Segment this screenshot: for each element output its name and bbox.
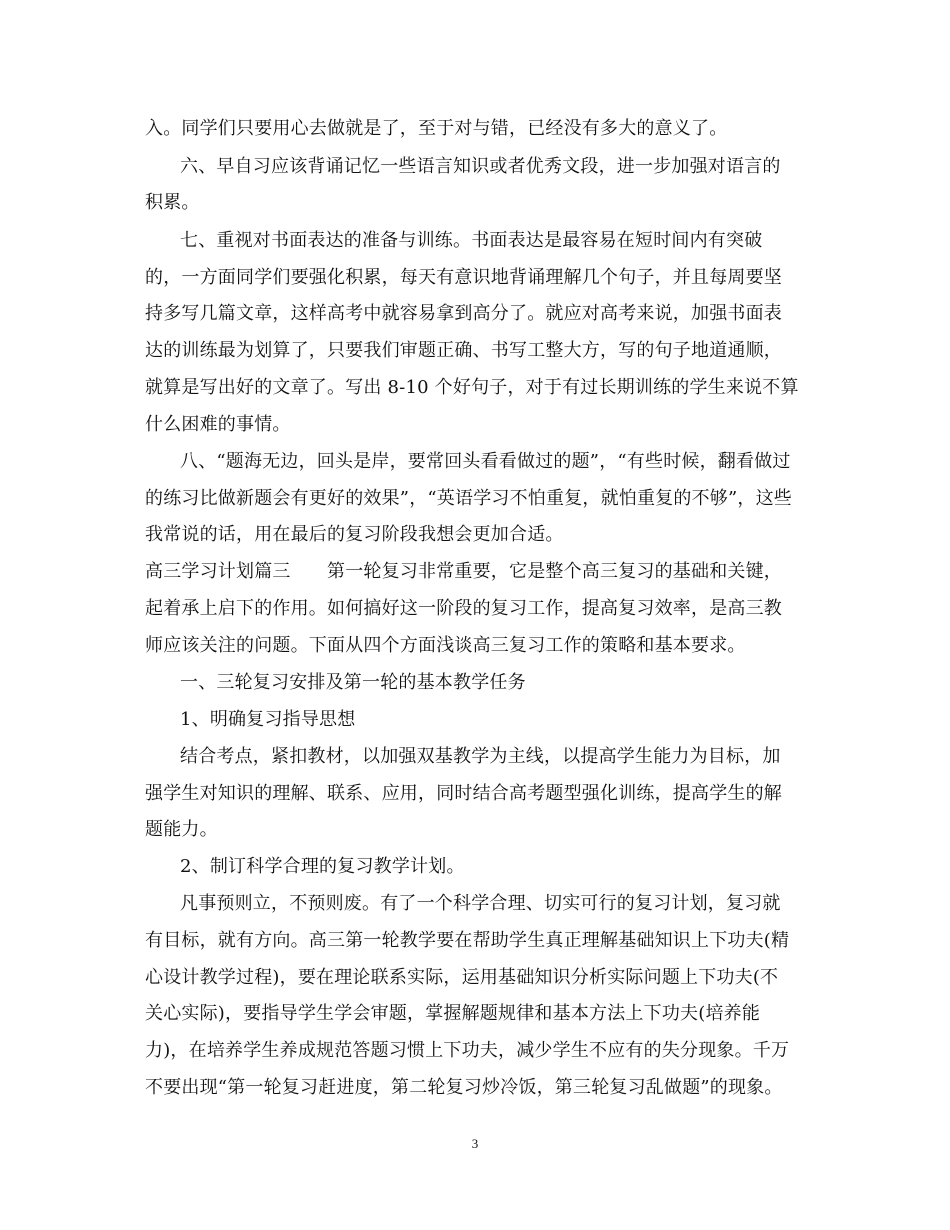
page-number: 3 xyxy=(471,1136,479,1151)
section-heading-line: 高三学习计划篇三 第一轮复习非常重要，它是整个高三复习的基础和关键， xyxy=(145,561,782,582)
text-line: 心设计教学过程)，要在理论联系实际，运用基础知识分析实际问题上下功夫(不 xyxy=(145,967,779,988)
text-line: 持多写几篇文章，这样高考中就容易拿到高分了。就应对高考来说，加强书面表 xyxy=(145,303,782,324)
text-line: 入。同学们只要用心去做就是了，至于对与错，已经没有多大的意义了。 xyxy=(145,118,728,139)
text-line: 1、明确复习指导思想 xyxy=(180,709,356,730)
text-line: 我常说的话，用在最后的复习阶段我想会更加合适。 xyxy=(145,524,564,545)
text-line: 师应该关注的问题。下面从四个方面浅谈高三复习工作的策略和基本要求。 xyxy=(145,635,746,656)
text-line: 力)，在培养学生养成规范答题习惯上下功夫，减少学生不应有的失分现象。千万 xyxy=(145,1040,790,1061)
text-line: 2、制订科学合理的复习教学计划。 xyxy=(180,856,465,877)
text-line: 七、重视对书面表达的准备与训练。书面表达是最容易在短时间内有突破 xyxy=(180,230,763,251)
text-line: 就算是写出好的文章了。写出 8-10 个好句子，对于有过长期训练的学生来说不算 xyxy=(145,377,799,398)
text-line: 强学生对知识的理解、联系、应用，同时结合高考题型强化训练，提高学生的解 xyxy=(145,783,782,804)
text-line: 的，一方面同学们要强化积累，每天有意识地背诵理解几个句子，并且每周要坚 xyxy=(145,267,782,288)
text-line: 积累。 xyxy=(145,192,200,213)
text-line: 凡事预则立，不预则废。有了一个科学合理、切实可行的复习计划，复习就 xyxy=(180,893,781,914)
text-line: 什么困难的事情。 xyxy=(145,414,291,435)
text-line: 起着承上启下的作用。如何搞好这一阶段的复习工作，提高复习效率，是高三教 xyxy=(145,598,782,619)
text-line: 八、“题海无边，回头是岸，要常回头看看做过的题”，“有些时候，翻看做过 xyxy=(180,451,791,472)
text-line: 有目标，就有方向。高三第一轮教学要在帮助学生真正理解基础知识上下功夫(精 xyxy=(145,930,790,951)
text-line: 一、三轮复习安排及第一轮的基本教学任务 xyxy=(180,672,526,693)
text-line: 不要出现“第一轮复习赶进度，第二轮复习炒冷饭，第三轮复习乱做题”的现象。 xyxy=(145,1077,783,1098)
text-line: 题能力。 xyxy=(145,819,218,840)
text-line: 的练习比做新题会有更好的效果”，“英语学习不怕重复，就怕重复的不够”，这些 xyxy=(145,488,793,509)
text-line: 关心实际)，要指导学生学会审题，掌握解题规律和基本方法上下功夫(培养能 xyxy=(145,1003,761,1024)
text-line: 六、早自习应该背诵记忆一些语言知识或者优秀文段，进一步加强对语言的 xyxy=(180,156,781,177)
text-line: 达的训练最为划算了，只要我们审题正确、书写工整大方，写的句子地道通顺， xyxy=(145,340,782,361)
text-line: 结合考点，紧扣教材，以加强双基教学为主线，以提高学生能力为目标，加 xyxy=(180,746,781,767)
